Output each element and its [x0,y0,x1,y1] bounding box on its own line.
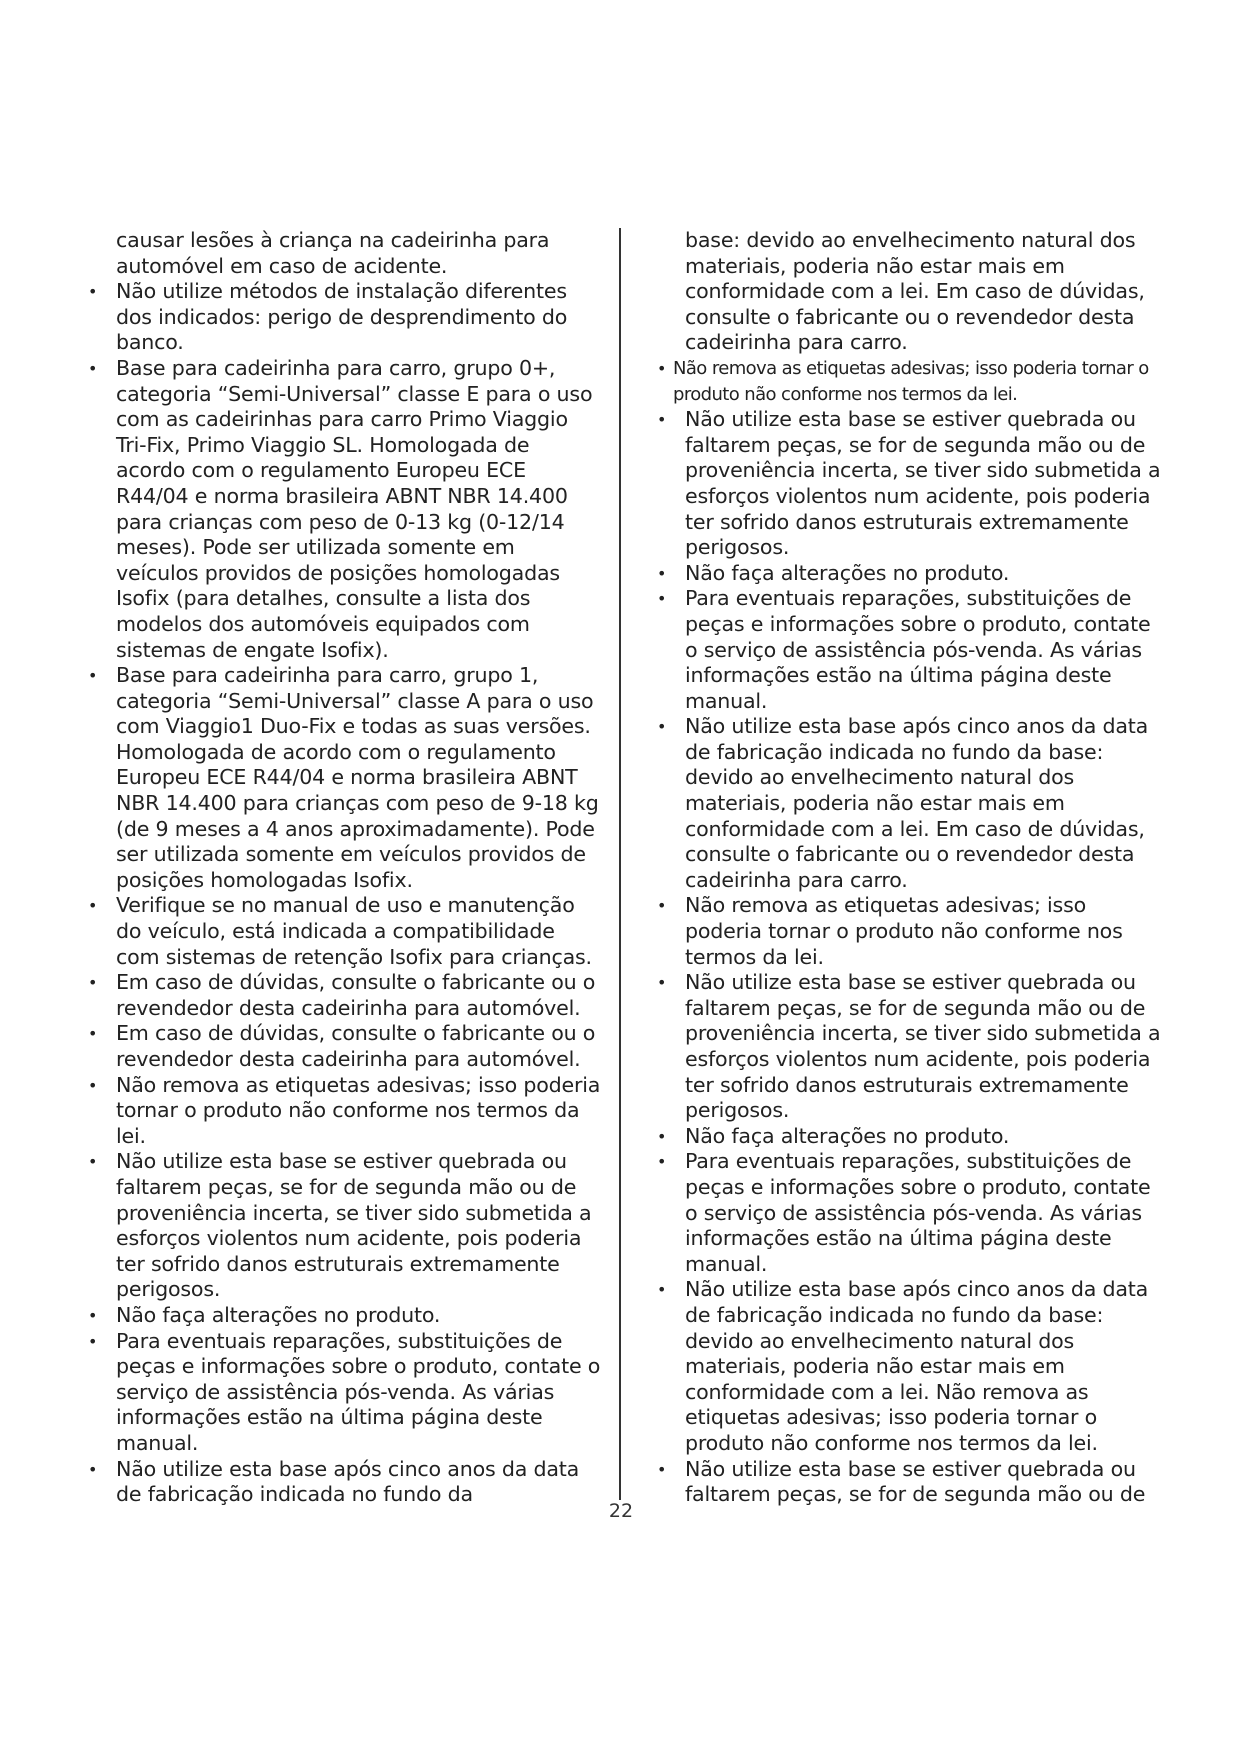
left-bullet-list [82,279,602,1508]
right-lead-paragraph: base: devido ao envelhecimento natural dos materiais, poderia não estar mais em conformidade com a lei. Em caso de dúvidas, consulte o fabricante ou o revendedor desta cadeirinha para carro. [685,228,1145,355]
list-item: • Não utilize métodos de instalação diferentes dos indicados: perigo de desprendimento do banco. [82,279,602,356]
list-item: • Não remova as etiquetas adesivas; isso poderia tornar o produto não conforme nos termos da lei. [651,893,1163,970]
list-item: • Não utilize esta base se estiver quebrada ou faltarem peças, se for de segunda mão ou de proveniência incerta, se tiver sido submetida a esforços violentos num acidente, pois poderia ter sofrido danos estruturais extremamente perigosos. [651,970,1163,1124]
list-item: • Base para cadeirinha para carro, grupo 0+, categoria “Semi-Universal” classe E para o uso com as cadeirinhas para carro Primo Viaggio Tri-Fix, Primo Viaggio SL. Homologada de acordo com o regulamento Europeu ECE R44/04 e norma brasileira ABNT NBR 14.400 para crianças com peso de 0-13 kg (0-12/14 meses). Pode ser utilizada somente em veículos providos de posições homologadas Isofix (para detalhes, consulte a lista dos modelos dos automóveis equipados com sistemas de engate Isofix). [82,356,602,663]
list-item: • Não utilize esta base após cinco anos da data de fabricação indicada no fundo da [82,1457,602,1508]
list-item: • Em caso de dúvidas, consulte o fabricante ou o revendedor desta cadeirinha para automóvel. [82,1021,602,1072]
list-item: • Para eventuais reparações, substituições de peças e informações sobre o produto, contate o serviço de assistência pós-venda. As várias informações estão na última página deste manual. [82,1329,602,1457]
left-column [82,228,602,1508]
list-item: • Não remova as etiquetas adesivas; isso poderia tornar o produto não conforme nos termos da lei. [82,1073,602,1150]
column-divider [619,228,621,1500]
list-item: • Para eventuais reparações, substituições de peças e informações sobre o produto, contate o serviço de assistência pós-venda. As várias informações estão na última página deste manual. [651,586,1163,714]
list-item: • Não faça alterações no produto. [651,561,1163,587]
list-item: • Não faça alterações no produto. [651,1124,1163,1150]
page-number: 22 [608,1500,634,1522]
left-lead-paragraph: causar lesões à criança na cadeirinha para automóvel em caso de acidente. [116,228,550,278]
list-item: • Para eventuais reparações, substituições de peças e informações sobre o produto, contate o serviço de assistência pós-venda. As várias informações estão na última página deste manual. [651,1149,1163,1277]
list-item: • Verifique se no manual de uso e manutenção do veículo, está indicada a compatibilidade com sistemas de retenção Isofix para crianças. [82,893,602,970]
list-item: • Em caso de dúvidas, consulte o fabricante ou o revendedor desta cadeirinha para automóvel. [82,970,602,1021]
list-item: • Não remova as etiquetas adesivas; isso poderia tornar o produto não conforme nos termos da lei. [651,356,1163,407]
right-column [651,228,1163,1508]
list-item: • Base para cadeirinha para carro, grupo 1, categoria “Semi-Universal” classe A para o uso com Viaggio1 Duo-Fix e todas as suas versões. Homologada de acordo com o regulamento Europeu ECE R44/04 e norma brasileira ABNT NBR 14.400 para crianças com peso de 9-18 kg (de 9 meses a 4 anos aproximadamente). Pode ser utilizada somente em veículos providos de posições homologadas Isofix. [82,663,602,893]
list-item: • Não utilize esta base se estiver quebrada ou faltarem peças, se for de segunda mão ou de proveniência incerta, se tiver sido submetida a esforços violentos num acidente, pois poderia ter sofrido danos estruturais extremamente perigosos. [82,1149,602,1303]
list-item: • Não utilize esta base se estiver quebrada ou faltarem peças, se for de segunda mão ou de proveniência incerta, se tiver sido submetida a esforços violentos num acidente, pois poderia ter sofrido danos estruturais extremamente perigosos. [651,407,1163,561]
list-item: • Não utilize esta base após cinco anos da data de fabricação indicada no fundo da base: devido ao envelhecimento natural dos materiais, poderia não estar mais em conformidade com a lei. Em caso de dúvidas, consulte o fabricante ou o revendedor desta cadeirinha para carro. [651,714,1163,893]
list-item: • Não utilize esta base após cinco anos da data de fabricação indicada no fundo da base: devido ao envelhecimento natural dos materiais, poderia não estar mais em conformidade com a lei. Não remova as etiquetas adesivas; isso poderia tornar o produto não conforme nos termos da lei. [651,1277,1163,1456]
right-bullet-list [651,356,1163,1508]
list-item: • Não faça alterações no produto. [82,1303,602,1329]
list-item: • Não utilize esta base se estiver quebrada ou faltarem peças, se for de segunda mão ou de [651,1457,1163,1508]
